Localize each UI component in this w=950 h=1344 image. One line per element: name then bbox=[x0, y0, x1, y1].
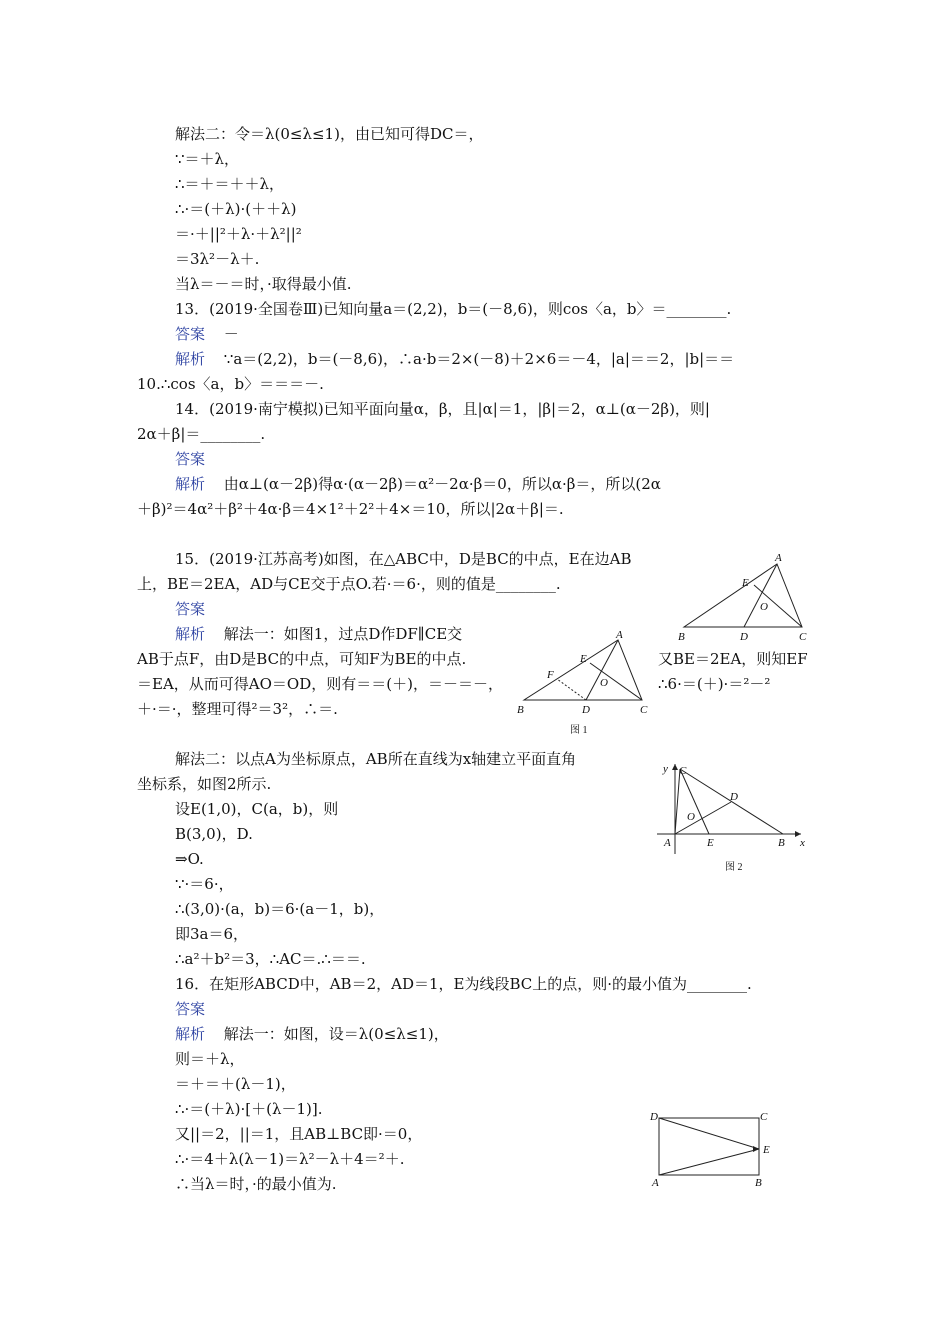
answer-label: 答案 bbox=[175, 450, 206, 468]
label-C: C bbox=[679, 765, 687, 777]
label-O: O bbox=[600, 677, 608, 689]
s12-line-6: ＝3λ²－λ＋. bbox=[175, 250, 260, 268]
analysis-label: 解析 bbox=[175, 625, 206, 643]
s12-line-1: 解法二：令＝λ(0≤λ≤1)，由已知可得DC＝， bbox=[175, 125, 484, 143]
q13-analysis-1: ∵a＝(2,2)，b＝(－8,6)，∴a·b＝2×(－8)＋2×6＝－4，|a|＝＝2，|b|＝＝ bbox=[223, 350, 735, 368]
q15-analysis-3-right: ∴6·＝(＋)·＝²－² bbox=[658, 675, 771, 693]
q15-analysis-row bbox=[175, 624, 462, 644]
q14-analysis-row bbox=[175, 474, 661, 494]
figure-1 bbox=[512, 628, 657, 744]
label-O: O bbox=[687, 811, 695, 823]
answer-label: 答案 bbox=[175, 325, 206, 343]
q16-analysis-3: ＝＋＝＋(λ－1)， bbox=[175, 1075, 296, 1093]
q15-method2-2: 坐标系，如图2所示. bbox=[137, 775, 272, 793]
q15-analysis-3: ＝EA，从而可得AO＝OD，则有＝＝(＋)，＝－＝－， bbox=[137, 675, 503, 693]
q13-stem: 13．(2019·全国卷Ⅲ)已知向量a＝(2,2)，b＝(－8,6)，则cos〈a，b〉＝________. bbox=[175, 300, 732, 318]
label-C: C bbox=[760, 1111, 768, 1123]
figure-1-caption: 图 1 bbox=[570, 725, 588, 736]
triangle-figure bbox=[672, 552, 817, 648]
label-A: A bbox=[616, 629, 623, 641]
q13-answer-row bbox=[175, 324, 239, 344]
label-B: B bbox=[755, 1177, 762, 1189]
label-D: D bbox=[650, 1111, 658, 1123]
q16-analysis-5: 又||＝2，||＝1，且AB⊥BC即·＝0， bbox=[175, 1125, 423, 1143]
q15-method2-9: ∴a²＋b²＝3，∴AC＝.∴＝＝. bbox=[175, 950, 366, 968]
label-D: D bbox=[740, 631, 748, 643]
analysis-label: 解析 bbox=[175, 475, 206, 493]
q15-analysis-1: 解法一：如图1，过点D作DF∥CE交 bbox=[223, 625, 463, 643]
q16-analysis-2: 则＝＋λ， bbox=[175, 1050, 245, 1068]
q15-method2-5: ⇒O. bbox=[175, 850, 204, 868]
label-E: E bbox=[707, 837, 714, 849]
figure-2 bbox=[655, 758, 815, 882]
q15-analysis-2-right: 又BE＝2EA，则知EF bbox=[658, 650, 808, 668]
label-F: F bbox=[547, 669, 554, 681]
q16-analysis-6: ∴·＝4＋λ(λ－1)＝λ²－λ＋4＝²＋. bbox=[175, 1150, 405, 1168]
label-A: A bbox=[652, 1177, 659, 1189]
label-y: y bbox=[663, 763, 668, 775]
q15-stem-2: 上，BE＝2EA，AD与CE交于点O.若·＝6·，则的值是________. bbox=[137, 575, 561, 593]
q15-method2-3: 设E(1,0)，C(a，b)，则 bbox=[175, 800, 339, 818]
label-A: A bbox=[775, 552, 782, 564]
q15-method2-7: ∴(3,0)·(a，b)＝6·(a－1，b)， bbox=[175, 900, 385, 918]
q15-method2-8: 即3a＝6， bbox=[175, 925, 249, 943]
s12-line-7: 当λ＝－＝时，·取得最小值. bbox=[175, 275, 352, 293]
q14-stem-1: 14．(2019·南宁模拟)已知平面向量α，β，且|α|＝1，|β|＝2，α⊥(α－2β)，则| bbox=[175, 400, 710, 418]
label-E: E bbox=[580, 653, 587, 665]
q16-analysis-row bbox=[175, 1024, 449, 1044]
q13-analysis-2: 10.∴cos〈a，b〉＝＝＝－. bbox=[137, 375, 324, 393]
label-C: C bbox=[640, 704, 648, 716]
label-B: B bbox=[678, 631, 685, 643]
q15-method2-1: 解法二：以点A为坐标原点，AB所在直线为x轴建立平面直角 bbox=[175, 750, 577, 768]
q15-analysis-2: AB于点F，由D是BC的中点，可知F为BE的中点. bbox=[137, 650, 467, 668]
label-E: E bbox=[763, 1144, 770, 1156]
q15-method2-4: B(3,0)，D. bbox=[175, 825, 253, 843]
s12-line-2: ∵＝＋λ， bbox=[175, 150, 240, 168]
answer-label: 答案 bbox=[175, 600, 206, 618]
label-D: D bbox=[730, 791, 738, 803]
q15-stem-1: 15．(2019·江苏高考)如图，在△ABC中，D是BC的中点，E在边AB bbox=[175, 550, 632, 568]
q13-answer: － bbox=[223, 325, 239, 343]
label-B: B bbox=[517, 704, 524, 716]
q16-stem: 16．在矩形ABCD中，AB＝2，AD＝1，E为线段BC上的点，则·的最小值为________. bbox=[175, 975, 752, 993]
q13-analysis-row bbox=[175, 349, 734, 369]
label-D: D bbox=[582, 704, 590, 716]
label-x: x bbox=[800, 837, 805, 849]
analysis-label: 解析 bbox=[175, 1025, 206, 1043]
figure-2-caption: 图 2 bbox=[725, 862, 743, 873]
q14-analysis-2: ＋β)²＝4α²＋β²＋4α·β＝4×1²＋2²＋4×＝10，所以|2α＋β|＝. bbox=[137, 500, 564, 518]
s12-line-5: ＝·＋||²＋λ·＋λ²||² bbox=[175, 225, 302, 243]
label-E: E bbox=[742, 577, 749, 589]
label-B: B bbox=[778, 837, 785, 849]
q16-analysis-1: 解法一：如图，设＝λ(0≤λ≤1)， bbox=[223, 1025, 449, 1043]
label-A: A bbox=[664, 837, 671, 849]
rectangle-figure bbox=[645, 1110, 780, 1194]
q16-analysis-7: ∴当λ＝时，·的最小值为. bbox=[175, 1175, 337, 1193]
s12-line-4: ∴·＝(＋λ)·(＋＋λ) bbox=[175, 200, 297, 218]
q14-analysis-1: 由α⊥(α－2β)得α·(α－2β)＝α²－2α·β＝0，所以α·β＝，所以(2α bbox=[223, 475, 661, 493]
q14-stem-2: 2α＋β|＝________. bbox=[137, 425, 266, 443]
label-C: C bbox=[799, 631, 807, 643]
label-O: O bbox=[760, 601, 768, 613]
analysis-label: 解析 bbox=[175, 350, 206, 368]
answer-label: 答案 bbox=[175, 1000, 206, 1018]
q16-analysis-4: ∴·＝(＋λ)·[＋(λ－1)]. bbox=[175, 1100, 323, 1118]
q15-method2-6: ∵·＝6·， bbox=[175, 875, 234, 893]
q15-analysis-4: ＋·＝·，整理可得²＝3²，∴＝. bbox=[137, 700, 338, 718]
s12-line-3: ∴＝＋＝＋＋λ， bbox=[175, 175, 285, 193]
